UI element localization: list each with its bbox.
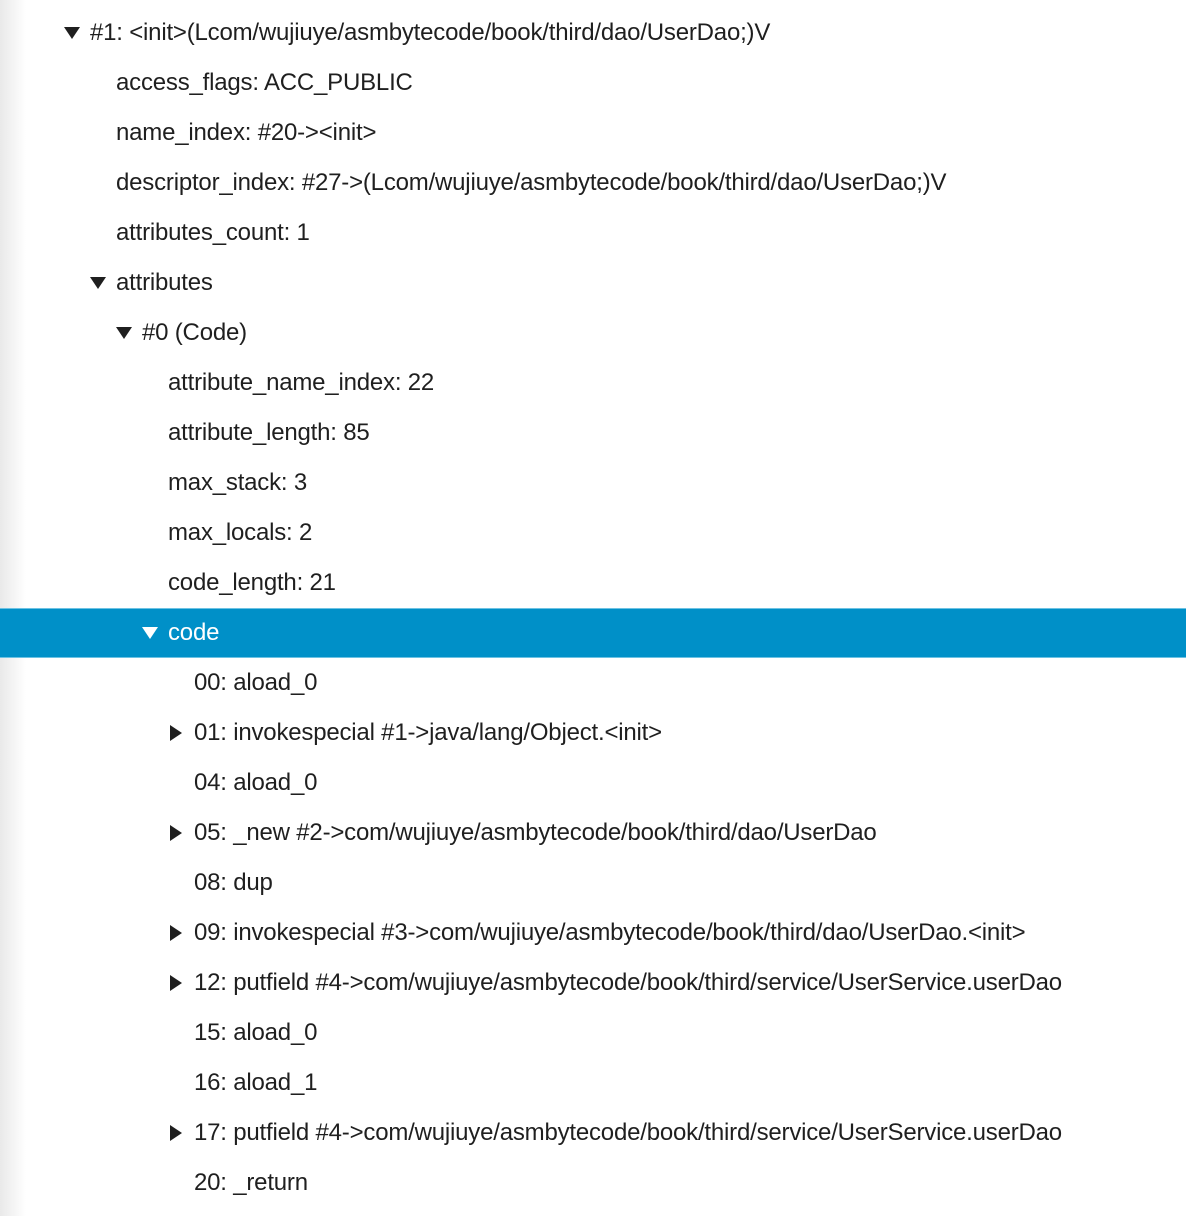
node-label: attribute_length: 85 — [168, 419, 370, 446]
tree-node-attributes[interactable] — [0, 258, 1186, 308]
instruction-row[interactable] — [0, 1008, 1186, 1058]
expand-arrow-right-icon[interactable] — [166, 708, 186, 758]
instruction-label: 05: _new #2->com/wujiuye/asmbytecode/book/third/dao/UserDao — [194, 819, 877, 846]
instruction-row[interactable] — [0, 958, 1186, 1008]
instruction-label: 16: aload_1 — [194, 1069, 318, 1096]
tree-node-descriptor-index[interactable] — [0, 158, 1186, 208]
instruction-row[interactable] — [0, 858, 1186, 908]
expand-arrow-right-icon[interactable] — [166, 808, 186, 858]
tree-node-max-stack[interactable] — [0, 458, 1186, 508]
tree-node-max-locals[interactable] — [0, 508, 1186, 558]
node-label: name_index: #20-><init> — [116, 119, 377, 146]
instruction-label: 08: dup — [194, 869, 273, 896]
instruction-label: 00: aload_0 — [194, 669, 318, 696]
instruction-label: 12: putfield #4->com/wujiuye/asmbytecode/book/third/service/UserService.userDao — [194, 969, 1062, 996]
tree-node-code-length[interactable] — [0, 558, 1186, 608]
instruction-row[interactable] — [0, 808, 1186, 858]
expand-arrow-right-icon[interactable] — [166, 1108, 186, 1158]
instruction-row[interactable] — [0, 758, 1186, 808]
node-label: max_stack: 3 — [168, 469, 307, 496]
expand-arrow-down-icon[interactable] — [62, 8, 82, 58]
node-label: descriptor_index: #27->(Lcom/wujiuye/asmbytecode/book/third/dao/UserDao;)V — [116, 169, 947, 196]
node-label: max_locals: 2 — [168, 519, 313, 546]
tree-node-attribute-name-index[interactable] — [0, 358, 1186, 408]
tree-node-code-attribute[interactable] — [0, 308, 1186, 358]
node-label: #0 (Code) — [142, 319, 247, 346]
instruction-label: 17: putfield #4->com/wujiuye/asmbytecode/book/third/service/UserService.userDao — [194, 1119, 1062, 1146]
instruction-row[interactable] — [0, 908, 1186, 958]
tree-node-code-selected[interactable] — [0, 608, 1186, 658]
tree-node-attributes-count[interactable] — [0, 208, 1186, 258]
class-structure-tree — [0, 8, 1186, 1208]
instruction-row[interactable] — [0, 708, 1186, 758]
instruction-label: 01: invokespecial #1->java/lang/Object.<init> — [194, 719, 662, 746]
instruction-row[interactable] — [0, 658, 1186, 708]
tree-node-method-init[interactable] — [0, 8, 1186, 58]
node-label: code — [168, 619, 220, 646]
expand-arrow-down-icon[interactable] — [140, 609, 160, 657]
expand-arrow-right-icon[interactable] — [166, 958, 186, 1008]
instruction-label: 15: aload_0 — [194, 1019, 318, 1046]
node-label: access_flags: ACC_PUBLIC — [116, 69, 413, 96]
instruction-label: 20: _return — [194, 1169, 308, 1196]
expand-arrow-down-icon[interactable] — [88, 258, 108, 308]
tree-node-name-index[interactable] — [0, 108, 1186, 158]
tree-node-attribute-length[interactable] — [0, 408, 1186, 458]
expand-arrow-right-icon[interactable] — [166, 908, 186, 958]
node-label: code_length: 21 — [168, 569, 336, 596]
expand-arrow-down-icon[interactable] — [114, 308, 134, 358]
tree-node-access-flags[interactable] — [0, 58, 1186, 108]
instruction-label: 09: invokespecial #3->com/wujiuye/asmbytecode/book/third/dao/UserDao.<init> — [194, 919, 1026, 946]
node-label: #1: <init>(Lcom/wujiuye/asmbytecode/book/third/dao/UserDao;)V — [90, 19, 771, 46]
node-label: attribute_name_index: 22 — [168, 369, 435, 396]
instruction-row[interactable] — [0, 1058, 1186, 1108]
instruction-label: 04: aload_0 — [194, 769, 318, 796]
instruction-row[interactable] — [0, 1158, 1186, 1208]
node-label: attributes — [116, 269, 213, 296]
node-label: attributes_count: 1 — [116, 219, 310, 246]
instruction-row[interactable] — [0, 1108, 1186, 1158]
